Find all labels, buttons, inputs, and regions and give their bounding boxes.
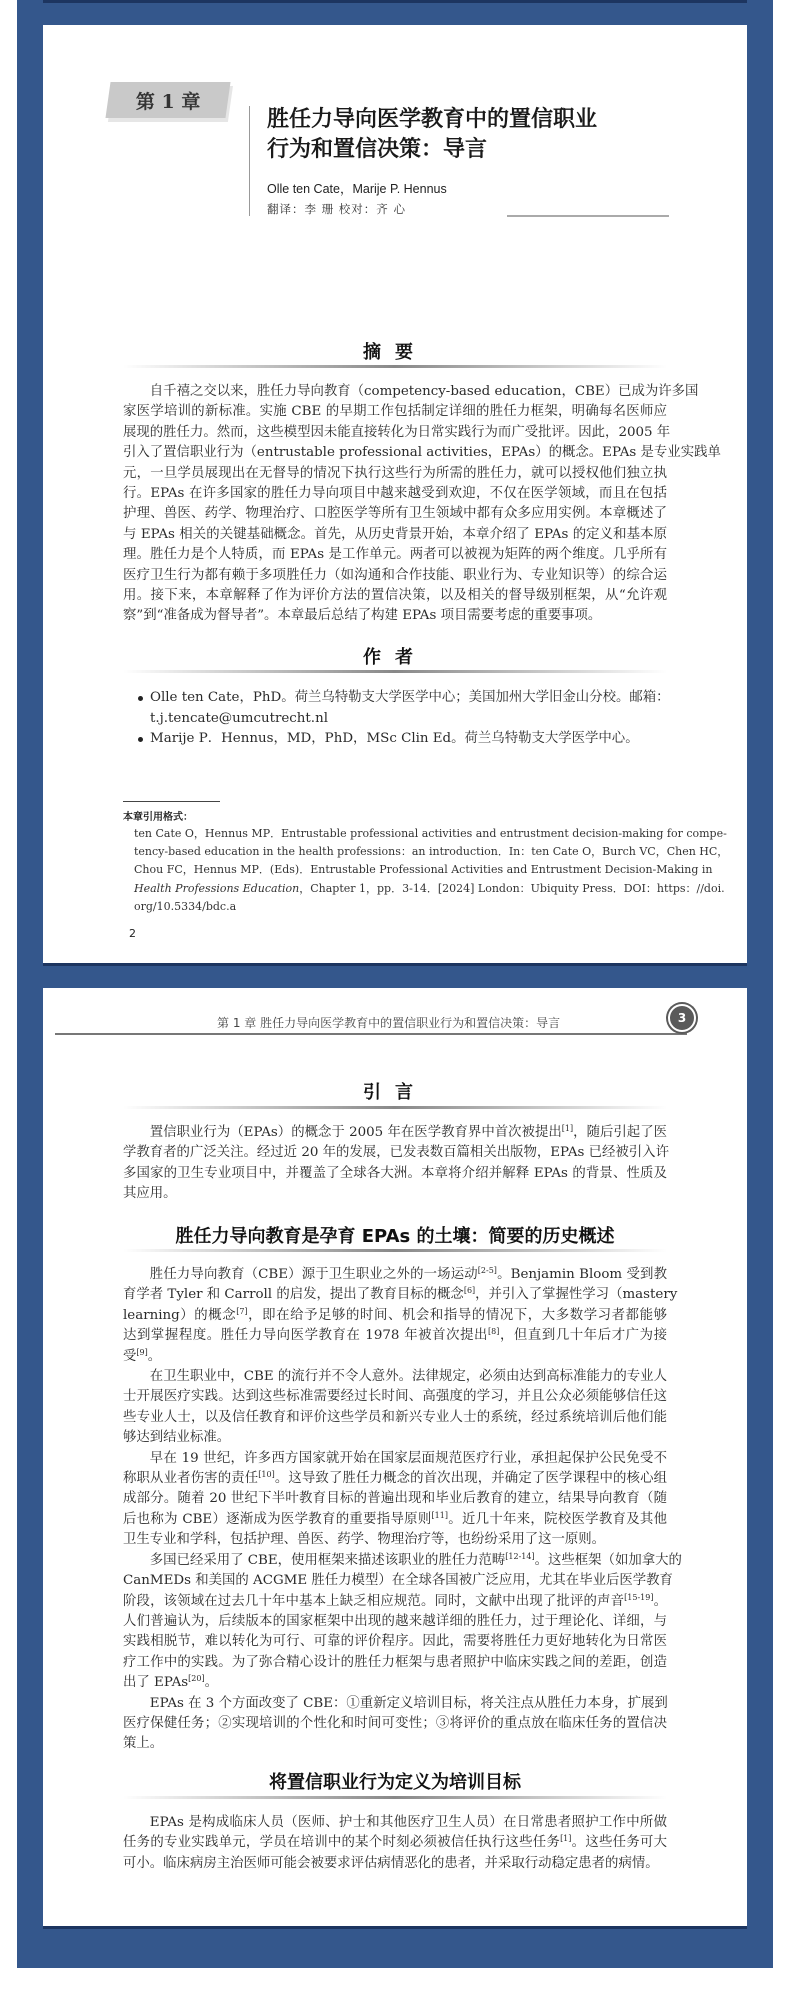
header-rule <box>55 1033 687 1035</box>
section-heading-history: 胜任力导向教育是孕育 EPAs 的土壤：简要的历史概述 <box>175 1226 615 1247</box>
text-line: 卫生专业和学科，包括护理、兽医、药学、物理治疗等，也纷纷采用了这一原则。 <box>123 1532 606 1548</box>
translators: 翻译：李 珊 校对：齐 心 <box>267 202 406 216</box>
text-segment: 达到掌握程度。胜任力导向医学教育在 1978 年被首次提出 <box>123 1328 489 1344</box>
text-line <box>123 1833 667 1853</box>
text-segment: 称职从业者伤害的责任 <box>123 1471 259 1487</box>
section-heading-epa-definition: 将置信职业行为定义为培训目标 <box>269 1772 521 1793</box>
citation-line <box>134 898 667 916</box>
text-line <box>123 1306 667 1326</box>
heading-rule <box>123 1106 667 1109</box>
text-line: 成部分。随着 20 世纪下半叶教育目标的普遍出现和毕业后教育的建立，结果导向教育（随 <box>123 1491 667 1507</box>
text-segment: 多国已经采用了 CBE，使用框架来描述该职业的胜任力范畴 <box>149 1552 506 1568</box>
text-line <box>123 1592 667 1612</box>
citation-segment: org/10.5334/bdc.a <box>134 899 237 913</box>
author-list <box>150 688 670 750</box>
history-text <box>123 1265 682 1755</box>
text-line: 元，一旦学员展现出在无督导的情况下执行这些行为所需的胜任力，就可以授权他们独立执 <box>123 465 667 481</box>
citation-text <box>134 825 729 916</box>
text-segment: ，并引入了掌握性学习（mastery <box>475 1287 678 1303</box>
text-segment: 育学者 Tyler 和 Carroll 的启发，提出了教育目标的概念 <box>123 1287 464 1303</box>
text-line: 自千禧之交以来，胜任力导向教育（competency-based education，CBE）已成为许多国 <box>149 384 699 399</box>
citation-line <box>134 861 713 879</box>
text-line: 士开展医疗实践。达到这些标准需要经过长时间、高强度的学习，并且公众必须能够信任这 <box>123 1389 667 1405</box>
text-line: 医疗保健任务；②实现培训的个性化和时间可变性；③将评价的重点放在临床任务的置信决 <box>123 1715 667 1731</box>
text-segment: 。近几十年来，院校医学教育及其他 <box>447 1511 667 1527</box>
text-segment: ，随后引起了医 <box>573 1125 668 1140</box>
title-underline <box>507 215 669 217</box>
heading-rule <box>123 365 667 368</box>
text-line: 些专业人士，以及信任教育和评价这些学员和新兴专业人士的系统，经过系统培训后他们能 <box>123 1409 667 1425</box>
citation-segment: ten Cate O，Hennus MP．Entrustable professional activities and entrustment decision-making for compe- <box>134 827 727 840</box>
text-line: 策上。 <box>123 1736 164 1752</box>
text-line: 理。胜任力是个人特质，而 EPAs 是工作单元。两者可以被视为矩阵的两个维度。几乎所有 <box>123 547 667 563</box>
text-line: 家医学培训的新标准。实施 CBE 的早期工作包括制定详细的胜任力框架，明确每名医师应 <box>123 404 667 420</box>
reference-marker[interactable]: [1] <box>561 1124 574 1133</box>
heading-rule <box>123 670 667 673</box>
citation-label: 本章引用格式： <box>123 812 193 823</box>
author-info: Olle ten Cate，PhD。荷兰乌特勒支大学医学中心；美国加州大学旧金山分校。邮箱： <box>150 690 670 705</box>
intro-text <box>123 1123 667 1205</box>
citation-line <box>134 825 727 843</box>
text-segment: 置信职业行为（EPAs）的概念于 2005 年在医学教育界中首次被提出 <box>149 1125 562 1140</box>
title-line: 胜任力导向医学教育中的置信职业 <box>267 107 598 132</box>
text-line <box>123 1123 667 1143</box>
author-info: Marije P．Hennus，MD，PhD，MSc Clin Ed。荷兰乌特勒支大学医学中心。 <box>150 731 639 746</box>
text-line: 实践相脱节，难以转化为可行、可靠的评价程序。因此，需要将胜任力更好地转化为日常医 <box>123 1634 667 1650</box>
text-line <box>123 1510 667 1530</box>
reference-marker[interactable]: [2-5] <box>477 1266 497 1275</box>
text-segment: 。Benjamin Bloom 受到教 <box>496 1267 667 1282</box>
page-3 <box>43 988 747 1926</box>
reference-marker[interactable]: [8] <box>488 1327 500 1337</box>
text-line <box>123 1347 667 1367</box>
text-line: 多国家的卫生专业项目中，并覆盖了全球各大洲。本章将介绍并解释 EPAs 的背景、性质及 <box>123 1165 667 1181</box>
abstract-text <box>123 382 721 627</box>
text-line: 医疗卫生行为都有赖于多项胜任力（如沟通和合作技能、职业行为、专业知识等）的综合运 <box>123 567 667 583</box>
heading-rule <box>123 1796 667 1799</box>
reference-marker[interactable]: [12-14] <box>505 1551 535 1561</box>
citation-rule <box>123 801 220 802</box>
text-line: EPAs 是构成临床人员（医师、护士和其他医疗卫生人员）在日常患者照护工作中所做 <box>149 1815 667 1830</box>
text-line <box>123 1673 667 1693</box>
reference-marker[interactable]: [11] <box>431 1510 448 1520</box>
author-email[interactable]: t.j.tencate@umcutrecht.nl <box>150 710 328 726</box>
text-line: 护理、兽医、药学、物理治疗、口腔医学等所有卫生领域中都有众多应用实例。本章概述了 <box>123 506 667 522</box>
text-line <box>123 1326 667 1346</box>
text-line <box>123 1285 678 1305</box>
page-2 <box>43 25 747 963</box>
citation-segment: tency-based education in the health professions：an introduction．In：ten Cate O，Burch VC，Chen HC， <box>134 845 729 859</box>
reference-marker[interactable]: [10] <box>258 1470 275 1480</box>
reference-marker[interactable]: [20] <box>188 1674 205 1684</box>
text-segment: 出了 EPAs <box>123 1675 189 1691</box>
author-item <box>150 688 670 729</box>
citation-line <box>134 843 729 861</box>
title-line: 行为和置信决策：导言 <box>267 137 488 162</box>
text-line: 引入了置信职业行为（entrustable professional activities，EPAs）的概念。EPAs 是专业实践单 <box>123 445 721 461</box>
citation-line <box>134 880 725 898</box>
text-line: 学教育者的广泛关注。经过近 20 年的发展，已发表数百篇相关出版物，EPAs 已经被引入许 <box>123 1145 669 1161</box>
text-line <box>123 1551 682 1571</box>
chapter-label: 第 1 章 <box>135 90 201 113</box>
chapter-title <box>267 105 687 165</box>
text-segment: 。 <box>204 1675 218 1691</box>
text-segment: 阶段，该领域在过去几十年中基本上缺乏相应规范。同时，文献中出现了批评的声音 <box>123 1593 625 1609</box>
text-line: 早在 19 世纪，许多西方国家就开始在国家层面规范医疗行业，承担起保护公民免受不 <box>149 1450 667 1466</box>
text-segment: 任务的专业实践单元，学员在培训中的某个时刻必须被信任执行这些任务 <box>123 1835 561 1851</box>
authors-heading: 作者 <box>363 647 427 668</box>
text-segment: 受 <box>123 1348 137 1364</box>
text-segment: 。这些框架（如加拿大的 <box>534 1552 682 1568</box>
text-line: EPAs 在 3 个方面改变了 CBE：①重新定义培训目标，将关注点从胜任力本身，扩展到 <box>149 1695 668 1711</box>
text-segment: 。 <box>147 1348 162 1364</box>
epa-definition-text <box>123 1813 667 1874</box>
author-item <box>150 729 670 750</box>
text-segment: learning）的概念 <box>123 1307 237 1323</box>
text-segment: 。这导致了胜任力概念的首次出现，并确定了医学课程中的核心组 <box>274 1471 668 1487</box>
chapter-authors: Olle ten Cate，Marije P. Hennus <box>267 182 447 196</box>
running-header: 第 1 章 胜任力导向医学教育中的置信职业行为和置信决策：导言 <box>217 1016 561 1030</box>
text-line <box>123 1469 667 1489</box>
text-segment: 。这些任务可大 <box>571 1835 668 1851</box>
text-line <box>123 1265 667 1285</box>
text-segment: 。 <box>653 1593 667 1609</box>
intro-heading: 引言 <box>363 1082 427 1103</box>
citation-segment: Chou FC，Hennus MP．(Eds)．Entrustable Professional Activities and Entrustment Decision-Making in <box>134 863 713 877</box>
reference-marker[interactable]: [6] <box>463 1286 476 1296</box>
reference-marker[interactable]: [1] <box>560 1834 572 1844</box>
title-divider <box>249 106 250 216</box>
text-line: 可小。临床病房主治医师可能会被要求评估病情恶化的患者，并采取行动稳定患者的病情。 <box>123 1855 659 1871</box>
heading-rule <box>123 1249 667 1252</box>
abstract-heading: 摘要 <box>363 342 427 363</box>
citation-segment: ，Chapter 1，pp．3-14．[2024] London：Ubiquity Press．DOI：https：//doi. <box>299 881 725 895</box>
reference-marker[interactable]: [7] <box>236 1306 248 1316</box>
reference-marker[interactable]: [9] <box>136 1347 148 1357</box>
text-segment: ，即在给予足够的时间、机会和指导的情况下，大多数学习者都能够 <box>247 1307 667 1323</box>
text-segment: ，但直到几十年后才广为接 <box>499 1328 667 1344</box>
page-number-badge: 3 <box>668 1004 696 1032</box>
text-line: 其应用。 <box>123 1186 177 1202</box>
text-segment: 胜任力导向教育（CBE）源于卫生职业之外的一场运动 <box>149 1267 478 1282</box>
text-segment: 后也称为 CBE）逐渐成为医学教育的重要指导原则 <box>123 1511 432 1527</box>
book-title: Health Professions Education <box>134 881 300 895</box>
text-line: 疗工作中的实践。为了弥合精心设计的胜任力框架与患者照护中临床实践之间的差距，创造 <box>123 1654 667 1670</box>
text-line: 用。接下来，本章解释了作为评价方法的置信决策，以及相关的督导级别框架，从“允许观 <box>123 588 667 604</box>
text-line: 与 EPAs 相关的关键基础概念。首先，从历史背景开始，本章介绍了 EPAs 的定义和基本原 <box>123 526 667 542</box>
chapter-tab <box>105 82 230 118</box>
text-line: 人们普遍认为，后续版本的国家框架中出现的越来越详细的胜任力，过于理论化、详细，与 <box>123 1613 667 1629</box>
text-line: 察”到“准备成为督导者”。本章最后总结了构建 EPAs 项目需要考虑的重要事项。 <box>123 608 602 624</box>
text-line: 展现的胜任力。然而，这些模型因未能直接转化为日常实践行为而广受批评。因此，2005 年 <box>123 424 671 440</box>
page-number: 2 <box>129 927 136 940</box>
text-line: 在卫生职业中，CBE 的流行并不令人意外。法律规定，必须由达到高标准能力的专业人 <box>149 1369 667 1385</box>
text-line: 行。EPAs 在许多国家的胜任力导向项目中越来越受到欢迎，不仅在医学领域，而且在包括 <box>123 486 667 502</box>
text-line: 够达到结业标准。 <box>123 1430 231 1446</box>
text-line: CanMEDs 和美国的 ACGME 胜任力模型）在全球各国被广泛应用，尤其在毕业后医学教育 <box>123 1573 673 1589</box>
previous-page-edge <box>43 0 747 3</box>
reference-marker[interactable]: [15-19] <box>624 1592 654 1602</box>
